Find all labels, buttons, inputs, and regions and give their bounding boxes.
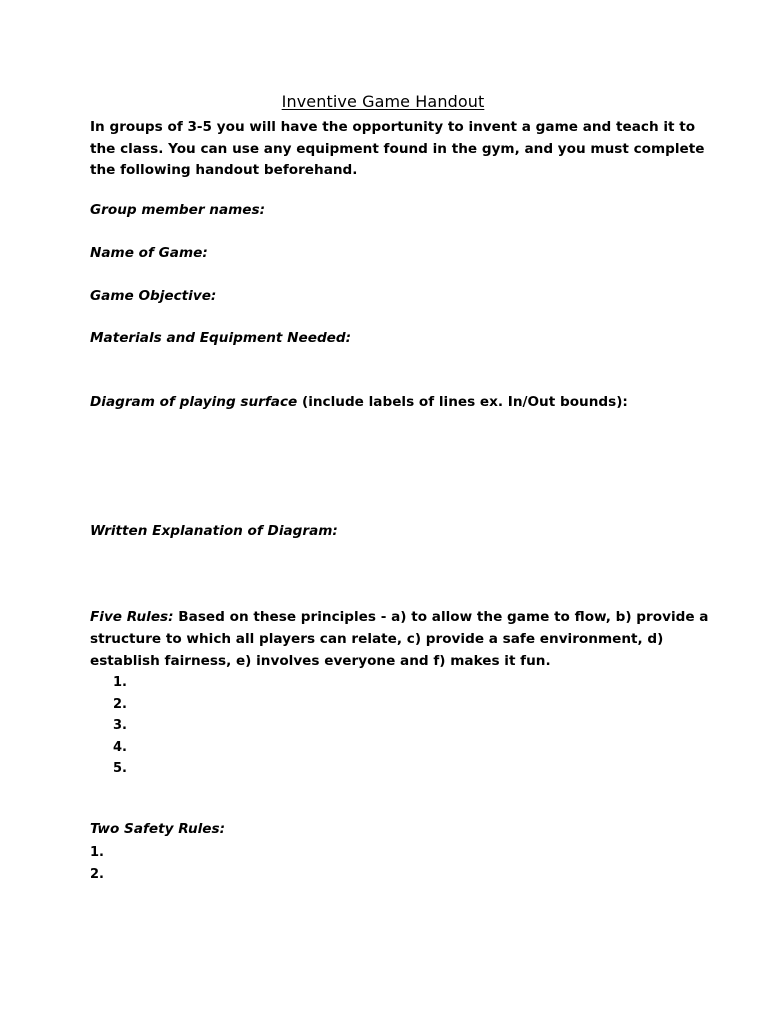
safety-rules-list	[90, 842, 104, 885]
five-rules-paragraph	[90, 606, 712, 672]
five-rules-item: 5.	[113, 761, 127, 777]
diagram-note: (include labels of lines ex. In/Out bounds):	[297, 394, 628, 410]
written-explanation-label: Written Explanation of Diagram:	[90, 523, 338, 539]
five-rules-text: Based on these principles - a) to allow the game to flow, b) provide a structure to which all players can relate, c) provide a safe environment, d) establish fairness, e) involves everyone and f) makes it fun.	[90, 609, 709, 669]
game-objective-label: Game Objective:	[90, 288, 217, 304]
five-rules-label: Five Rules:	[90, 609, 174, 625]
two-safety-rules-label: Two Safety Rules:	[90, 821, 226, 837]
five-rules-item: 1.	[113, 675, 127, 690]
safety-rules-item: 2.	[90, 866, 104, 882]
intro-paragraph: In groups of 3-5 you will have the opportunity to invent a game and teach it to the class. You can use any equipment found in the gym, and you must complete the following handout beforehand.	[90, 119, 705, 178]
five-rules-item: 3.	[113, 718, 127, 734]
materials-equipment-label: Materials and Equipment Needed:	[90, 330, 352, 346]
safety-rules-item: 1.	[90, 845, 104, 860]
diagram-playing-surface-prompt	[90, 394, 628, 410]
five-rules-list	[113, 672, 127, 780]
five-rules-item: 4.	[113, 739, 127, 755]
diagram-label: Diagram of playing surface	[90, 394, 298, 410]
name-of-game-label: Name of Game:	[90, 245, 208, 261]
five-rules-item: 2.	[113, 696, 127, 712]
document-title: Inventive Game Handout	[281, 92, 485, 111]
group-member-names-label: Group member names:	[90, 202, 266, 218]
